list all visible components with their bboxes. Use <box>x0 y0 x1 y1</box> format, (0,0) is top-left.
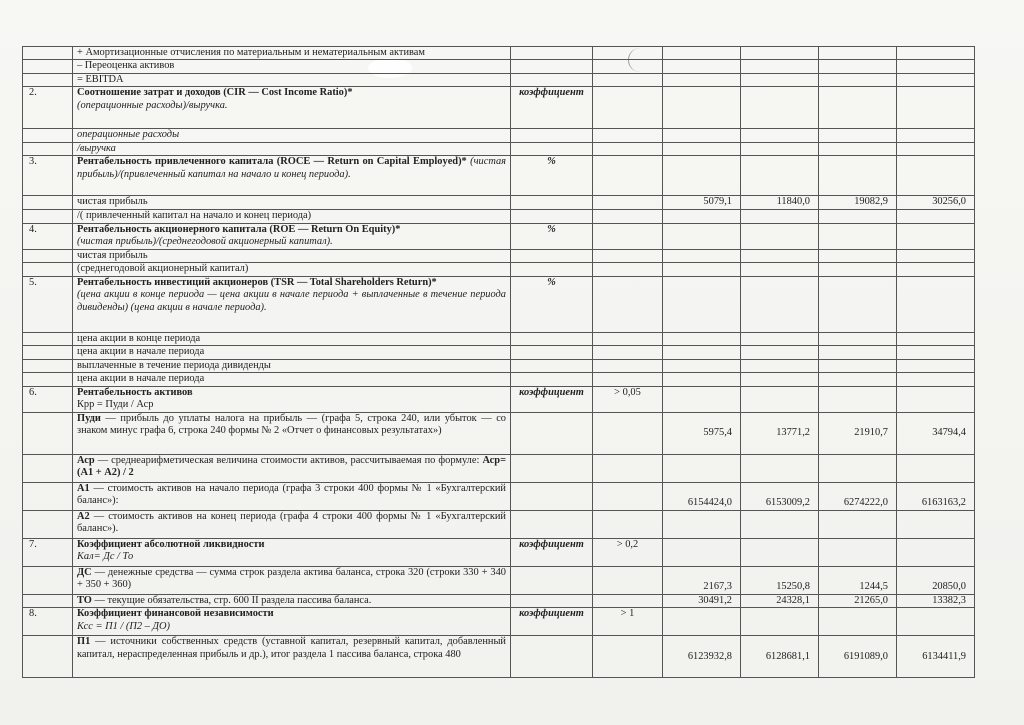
unit-cell: % <box>511 276 593 332</box>
table-row <box>23 249 975 262</box>
table-row <box>23 510 975 538</box>
term-description: — текущие обязательства, стр. 600 II раздела пассива баланса. <box>91 594 372 606</box>
row-name: (среднегодовой акционерный капитал) <box>73 263 511 276</box>
indicator-formula: Ксс = П1 / (П2 – ДО) <box>77 620 170 632</box>
term: Аср <box>77 454 95 466</box>
table-row <box>23 73 975 86</box>
table-row <box>23 47 975 60</box>
value-cell: 13771,2 <box>741 412 819 454</box>
value-cell: 30491,2 <box>663 594 741 607</box>
term: ТО <box>77 594 92 606</box>
term-description: — стоимость активов на конец периода (графа 4 строки 400 формы № 1 «Бухгалтерский баланс»). <box>77 510 506 535</box>
indicator-title: Рентабельность акционерного капитала (ROE — Return On Equity)* <box>77 223 401 235</box>
unit-cell: коэффициент <box>511 538 593 566</box>
term-formula: Аср= (А1 + А2) / 2 <box>77 454 506 479</box>
term: Пуди <box>77 412 101 424</box>
unit-cell: % <box>511 156 593 196</box>
indicator-title: Рентабельность привлеченного капитала (ROCE — Return on Capital Employed)* <box>77 156 467 168</box>
row-number: 3. <box>23 156 73 196</box>
indicator-title: Коэффициент финансовой независимости <box>77 608 274 620</box>
table-row <box>23 594 975 607</box>
indicator-formula: Кал= Дс / То <box>77 551 134 563</box>
term-description: — стоимость активов на начало периода (графа 3 строки 400 формы № 1 «Бухгалтерский баланс»): <box>77 482 506 507</box>
row-name: /( привлеченный капитал на начало и конец периода) <box>73 209 511 223</box>
value-cell: 2167,3 <box>663 566 741 594</box>
indicator-title: Рентабельность активов <box>77 386 193 398</box>
value-cell: 6154424,0 <box>663 482 741 510</box>
table-row <box>23 454 975 482</box>
value-cell: 5975,4 <box>663 412 741 454</box>
indicator-formula: (цена акции в конце периода — цена акции в начале периода + выплаченные в течение периода дивиденды) (цена акции в начале периода). <box>77 289 506 313</box>
value-cell: 6163163,2 <box>897 482 975 510</box>
table-row <box>23 263 975 276</box>
indicator-formula: (чистая прибыль)/(среднегодовой акционерный капитал). <box>77 236 333 248</box>
value-cell: 34794,4 <box>897 412 975 454</box>
value-cell: 21265,0 <box>819 594 897 607</box>
indicator-row <box>23 223 975 249</box>
term: А2 <box>77 510 90 522</box>
term: А1 <box>77 482 90 494</box>
row-name: цена акции в конце периода <box>73 332 511 345</box>
row-number: 5. <box>23 276 73 332</box>
value-cell: 30256,0 <box>897 196 975 209</box>
table-row <box>23 412 975 454</box>
indicator-row <box>23 156 975 196</box>
row-name: /выручка <box>73 142 511 155</box>
table-row <box>23 566 975 594</box>
table-row <box>23 332 975 345</box>
indicator-title: Рентабельность инвестиций акционеров (TSR — Total Shareholders Return)* <box>77 276 437 288</box>
row-number: 8. <box>23 608 73 636</box>
indicators-table <box>22 46 975 678</box>
term-description: — источники собственных средств (уставной капитал, резервный капитал, добавленный капитал, нераспределенная прибыль и др.), итог раздела 1 пассива баланса, строка 480 <box>77 636 506 660</box>
table-row <box>23 129 975 142</box>
row-number: 6. <box>23 386 73 412</box>
row-name: выплаченные в течение периода дивиденды <box>73 359 511 372</box>
indicator-title: Коэффициент абсолютной ликвидности <box>77 538 265 550</box>
value-cell: 6123932,8 <box>663 636 741 678</box>
unit-cell: % <box>511 223 593 249</box>
row-number: 4. <box>23 223 73 249</box>
row-name: чистая прибыль <box>73 249 511 262</box>
value-cell: 6134411,9 <box>897 636 975 678</box>
row-name: – Переоценка активов <box>73 60 511 73</box>
value-cell: 6128681,1 <box>741 636 819 678</box>
indicator-row <box>23 538 975 566</box>
unit-cell: коэффициент <box>511 608 593 636</box>
indicator-formula: (чистая прибыль)/(привлеченный капитал на начало и конец периода). <box>77 156 506 180</box>
value-cell: 1244,5 <box>819 566 897 594</box>
term: ДС <box>77 566 92 578</box>
value-cell: 11840,0 <box>741 196 819 209</box>
indicator-row <box>23 386 975 412</box>
table-row <box>23 373 975 386</box>
value-cell: 6191089,0 <box>819 636 897 678</box>
norm-cell: > 0,05 <box>593 386 663 412</box>
row-name: + Амортизационные отчисления по материальным и нематериальным активам <box>73 47 511 60</box>
indicator-row <box>23 87 975 129</box>
value-cell: 6153009,2 <box>741 482 819 510</box>
norm-cell: > 1 <box>593 608 663 636</box>
row-number: 2. <box>23 87 73 129</box>
value-cell: 15250,8 <box>741 566 819 594</box>
indicator-formula: Крр = Пуди / Аср <box>77 399 154 411</box>
unit-cell: коэффициент <box>511 386 593 412</box>
row-name: цена акции в начале периода <box>73 346 511 359</box>
term-description: — среднеарифметическая величина стоимости активов, рассчитываемая по формуле: <box>94 454 483 466</box>
table-row <box>23 196 975 209</box>
indicator-formula: (операционные расходы)/выручка. <box>77 99 228 111</box>
row-name: цена акции в начале периода <box>73 373 511 386</box>
value-cell: 5079,1 <box>663 196 741 209</box>
value-cell: 21910,7 <box>819 412 897 454</box>
row-name: операционные расходы <box>73 129 511 142</box>
table-row <box>23 142 975 155</box>
value-cell: 19082,9 <box>819 196 897 209</box>
table-row <box>23 636 975 678</box>
value-cell: 6274222,0 <box>819 482 897 510</box>
value-cell: 13382,3 <box>897 594 975 607</box>
value-cell: 24328,1 <box>741 594 819 607</box>
unit-cell: коэффициент <box>511 87 593 129</box>
row-name: = EBITDA <box>73 73 511 86</box>
table-row <box>23 359 975 372</box>
row-number: 7. <box>23 538 73 566</box>
table-row <box>23 346 975 359</box>
table-row <box>23 60 975 73</box>
row-name: чистая прибыль <box>73 196 511 209</box>
norm-cell: > 0,2 <box>593 538 663 566</box>
term-description: — денежные средства — сумма строк раздела актива баланса, строка 320 (строки 330 + 340 + 350 + 360) <box>77 566 506 591</box>
indicator-row <box>23 276 975 332</box>
indicator-row <box>23 608 975 636</box>
term-description: — прибыль до уплаты налога на прибыль — (графа 5, строка 240, или убыток — со знаком минус графа 6, строка 240 формы № 2 «Отчет о финансовых результатах») <box>77 412 506 437</box>
term: П1 <box>77 636 91 648</box>
value-cell: 20850,0 <box>897 566 975 594</box>
indicator-title: Соотношение затрат и доходов (CIR — Cost Income Ratio)* <box>77 87 353 99</box>
table-row <box>23 209 975 223</box>
table-row <box>23 482 975 510</box>
